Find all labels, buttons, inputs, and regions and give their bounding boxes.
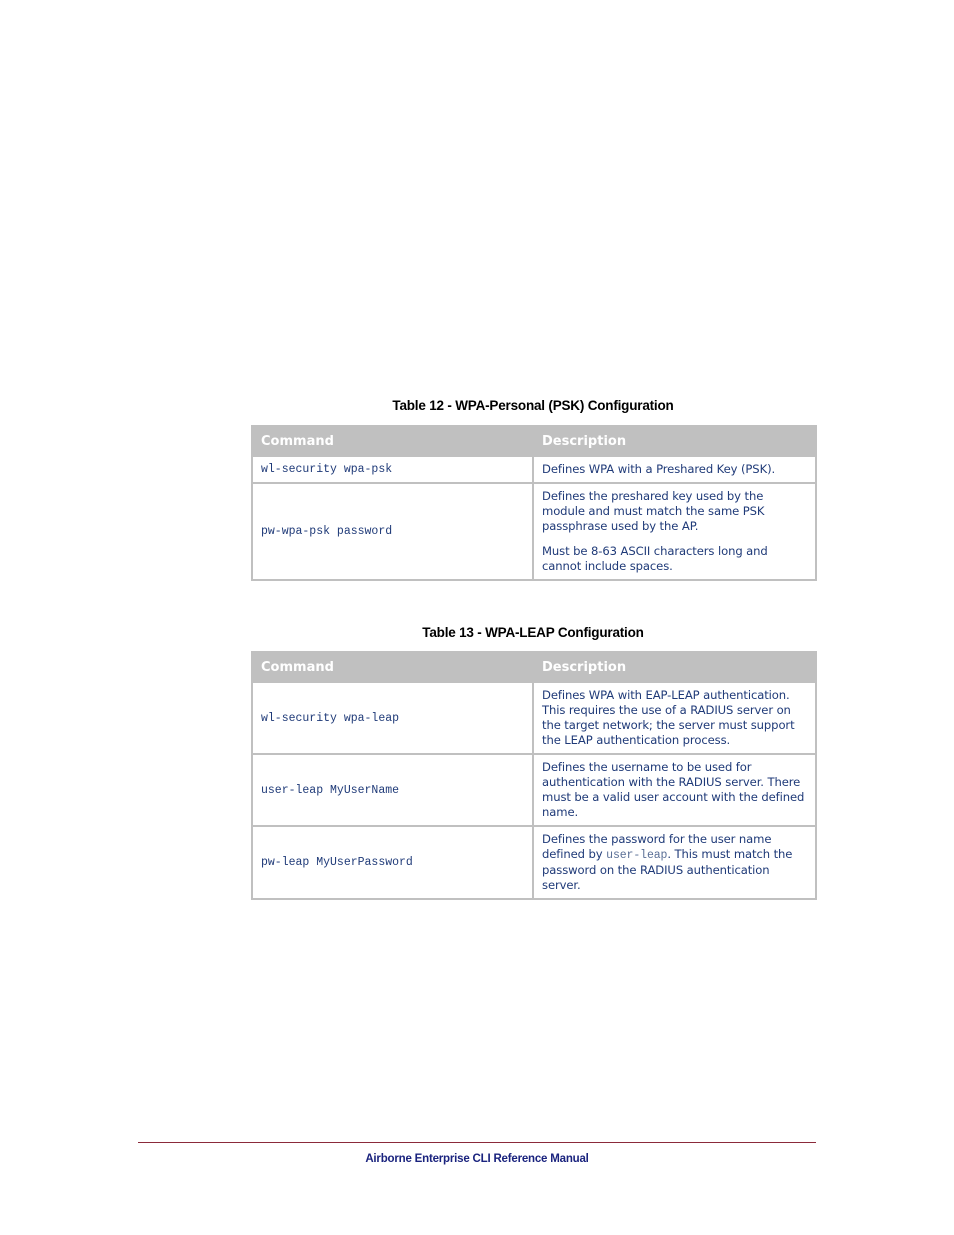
table-header-row	[252, 652, 816, 682]
table-row	[252, 483, 816, 580]
description-cell	[533, 456, 816, 483]
description-text: Must be 8-63 ASCII characters long and cannot include spaces.	[542, 544, 768, 573]
table-row	[252, 826, 816, 899]
table-13-caption: Table 13 - WPA-LEAP Configuration	[422, 625, 644, 640]
description-text: . This must match the password on the RADIUS authentication server.	[542, 847, 793, 892]
table-row	[252, 682, 816, 754]
description-text: Defines WPA with a Preshared Key (PSK).	[542, 462, 776, 476]
inline-command-reference: user-leap	[606, 849, 668, 862]
table-13-wpa-leap	[251, 651, 817, 900]
column-header-description: Description	[533, 652, 816, 682]
command-cell: wl-security wpa-leap	[252, 682, 533, 754]
column-header-description: Description	[533, 426, 816, 456]
table-row	[252, 456, 816, 483]
command-cell: user-leap MyUserName	[252, 754, 533, 826]
description-text: Defines the password for the user name defined by	[542, 832, 772, 861]
footer-manual-title: Airborne Enterprise CLI Reference Manual	[365, 1153, 589, 1165]
description-text: Defines the preshared key used by the module and must match the same PSK passphrase used by the AP.	[542, 489, 765, 533]
footer-divider	[138, 1142, 816, 1143]
command-cell: pw-leap MyUserPassword	[252, 826, 533, 899]
command-cell: pw-wpa-psk password	[252, 483, 533, 580]
command-cell: wl-security wpa-psk	[252, 456, 533, 483]
table-header-row	[252, 426, 816, 456]
description-cell: Defines WPA with EAP-LEAP authentication. This requires the use of a RADIUS server on the target network; the server must support the LEAP authentication process.	[533, 682, 816, 754]
table-12-wpa-psk	[251, 425, 817, 581]
description-cell	[533, 483, 816, 580]
column-header-command: Command	[252, 426, 533, 456]
description-cell: Defines the username to be used for authentication with the RADIUS server. There must be a valid user account with the defined name.	[533, 754, 816, 826]
table-row	[252, 754, 816, 826]
column-header-command: Command	[252, 652, 533, 682]
description-cell	[533, 826, 816, 899]
table-12-caption: Table 12 - WPA-Personal (PSK) Configuration	[392, 398, 674, 413]
